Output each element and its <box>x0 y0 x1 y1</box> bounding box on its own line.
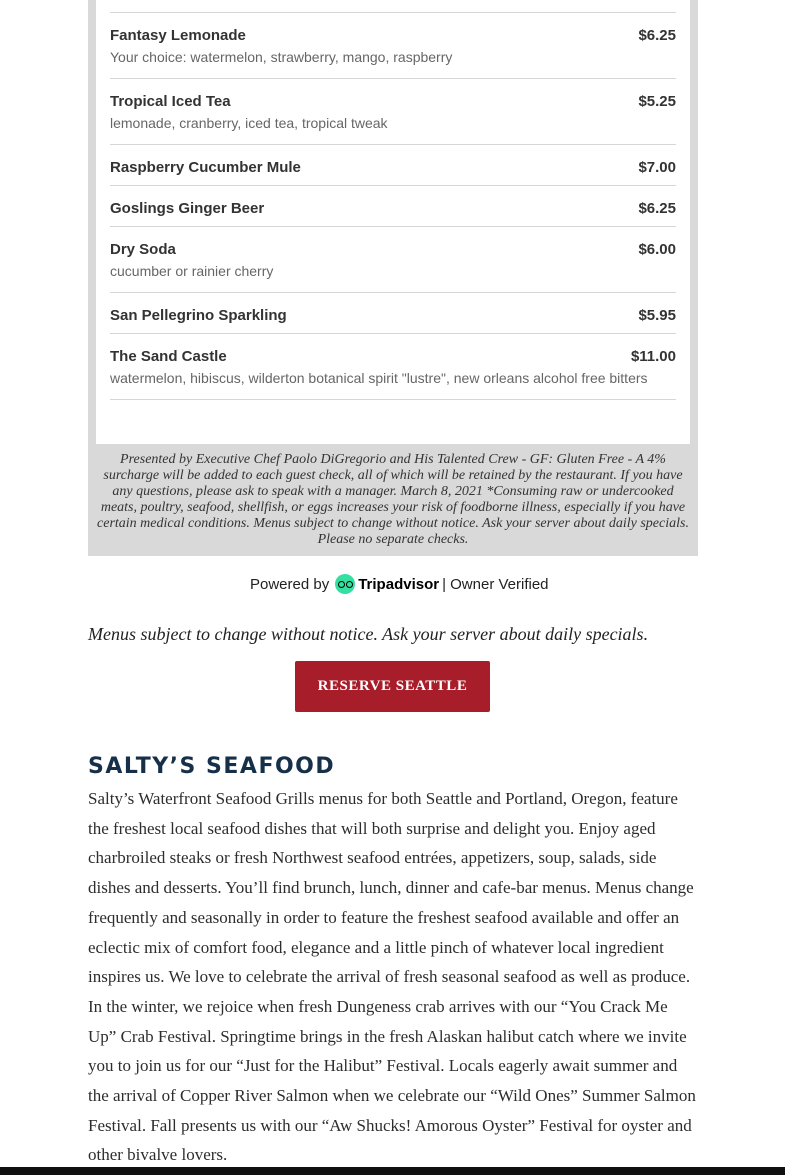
item-description: Your choice: watermelon, strawberry, mango, raspberry <box>110 49 453 65</box>
menu-item <box>110 186 676 227</box>
drink-list <box>110 0 676 400</box>
item-price: $6.25 <box>638 200 676 217</box>
item-price: $6.00 <box>638 241 676 258</box>
item-price: $11.00 <box>630 348 676 365</box>
powered-by-label: Powered by <box>250 575 330 593</box>
item-description: watermelon, hibiscus, wilderton botanical spirit "lustre", new orleans alcohol free bitters <box>110 370 648 386</box>
reserve-seattle-button[interactable]: RESERVE SEATTLE <box>295 661 490 712</box>
menu-notice: Menus subject to change without notice. Ask your server about daily specials. <box>88 624 649 644</box>
bottom-bar <box>0 1167 785 1175</box>
item-name: Dry Soda <box>110 241 176 258</box>
tripadvisor-owl-icon <box>335 574 355 594</box>
item-name: The Sand Castle <box>110 348 227 365</box>
item-description: cucumber or rainier cherry <box>110 263 274 279</box>
menu-item <box>110 227 676 293</box>
item-description: lemonade, cranberry, iced tea, tropical tweak <box>110 115 388 131</box>
item-price: $5.95 <box>638 307 676 324</box>
tripadvisor-brand: Tripadvisor <box>358 575 440 593</box>
menu-item <box>110 334 676 400</box>
item-price: $7.00 <box>638 159 676 176</box>
item-name: San Pellegrino Sparkling <box>110 307 287 324</box>
item-name: Tropical Iced Tea <box>110 93 231 110</box>
item-name: Fantasy Lemonade <box>110 27 246 44</box>
menu-item <box>110 145 676 186</box>
section-body: Salty’s Waterfront Seafood Grills menus for both Seattle and Portland, Oregon, feature the freshest local seafood dishes that will both surprise and delight you. Enjoy aged charbroiled steaks or fresh Northwest seafood entrées, appetizers, soup, salads, side dishes and desserts. You’ll find brunch, lunch, dinner and cafe-bar menus. Menus change frequently and seasonally in order to feature the freshest seafood available and offer an eclectic mix of comfort food, elegance and a little pinch of whatever local ingredient inspires us. We love to celebrate the arrival of fresh seasonal seafood as well as produce. In the winter, we rejoice when fresh Dungeness crab arrives with our “You Crack Me Up” Crab Festival. Springtime brings in the fresh Alaskan halibut catch where we invite you to join us for our “Just for the Halibut” Festival. Locals eagerly await summer and the arrival of Copper River Salmon when we celebrate our “Wild Ones” Summer Salmon Festival. Fall presents us with our “Aw Shucks! Amorous Oyster” Festival for oyster and other bivalve lovers. <box>88 789 696 1165</box>
item-name: Goslings Ginger Beer <box>110 200 265 217</box>
menu-list-card <box>96 0 690 444</box>
menu-panel <box>88 0 698 556</box>
menu-item <box>110 13 676 79</box>
divider <box>110 0 676 13</box>
item-price: $6.25 <box>638 27 676 44</box>
section-title: SALTY’S SEAFOOD <box>88 754 336 779</box>
menu-disclaimer: Presented by Executive Chef Paolo DiGregorio and His Talented Crew - GF: Gluten Free - A 4% surcharge will be added to each guest check, all of which will be retained by the restaurant. If you have any questions, please ask to speak with a manager. March 8, 2021 *Consuming raw or undercooked meats, poultry, seafood, shellfish, or eggs increases your risk of foodborne illness, especially if you have certain medical conditions. Menus subject to change without notice. Ask your server about daily specials. Please no separate checks. <box>97 452 689 547</box>
item-name: Raspberry Cucumber Mule <box>110 159 301 176</box>
menu-item <box>110 293 676 334</box>
item-price: $5.25 <box>638 93 676 110</box>
powered-by-tripadvisor[interactable] <box>250 572 549 596</box>
owner-verified-label: | Owner Verified <box>442 575 549 593</box>
menu-item <box>110 79 676 145</box>
